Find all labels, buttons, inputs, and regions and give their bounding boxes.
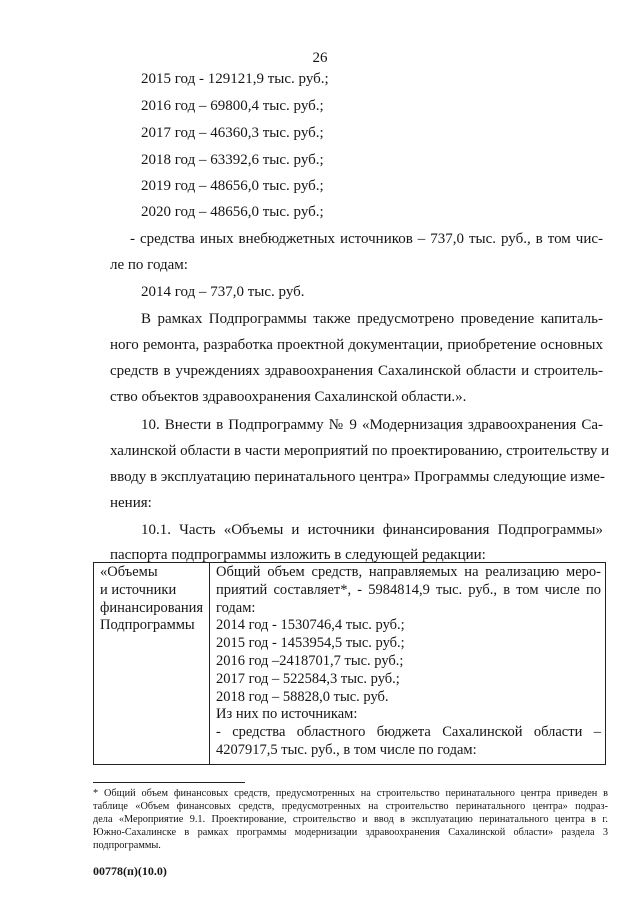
label-line: «Объемы [100, 564, 158, 580]
capital-paragraph-line: ство объектов здравоохранения Сахалинской области.». [110, 389, 467, 405]
item10-1-line: 10.1. Часть «Объемы и источники финансирования Подпрограммы» [141, 522, 603, 538]
content-line: Общий объем средств, направляемых на реализацию меро- [216, 564, 601, 580]
content-line: - средства областного бюджета Сахалинской области – [216, 724, 601, 741]
funding-year-line: 2019 год – 48656,0 тыс. руб.; [141, 178, 324, 194]
footnote-line: * Общий объем финансовых средств, предусмотренных на строительство перинатального центра приведен в [93, 788, 608, 799]
page-number: 26 [312, 50, 328, 66]
content-line: 2015 год - 1453954,5 тыс. руб.; [216, 635, 405, 652]
label-line: и источники [100, 581, 177, 598]
funding-year-line: 2018 год – 63392,6 тыс. руб.; [141, 152, 324, 168]
label-line: Подпрограммы [100, 617, 195, 634]
table-content-cell [210, 563, 606, 765]
content-line: 4207917,5 тыс. руб., в том числе по годам: [216, 741, 477, 758]
content-line: 2018 год – 58828,0 тыс. руб. [216, 688, 389, 705]
footnote-line: таблице «Объем финансовых средств, предусмотренных на строительство перинатального центра» подраз- [93, 801, 608, 812]
funding-year-line: 2020 год – 48656,0 тыс. руб.; [141, 204, 324, 220]
footnote-line: подпрограммы. [93, 840, 161, 851]
capital-paragraph-line: средств в учреждениях здравоохранения Сахалинской области и строитель- [110, 363, 603, 379]
table-label-cell [94, 563, 210, 765]
other-sources-line: ле по годам: [110, 257, 188, 273]
label-line: финансирования [100, 599, 204, 616]
content-line: 2016 год –2418701,7 тыс. руб.; [216, 652, 404, 669]
document-code: 00778(п)(10.0) [93, 864, 167, 878]
content-line: 2017 год – 522584,3 тыс. руб.; [216, 670, 400, 687]
item10-line: вводу в эксплуатацию перинатального центра» Программы следующие изме- [110, 469, 605, 485]
passport-table [93, 562, 606, 765]
content-line: Из них по источникам: [216, 706, 358, 723]
content-line: годам: [216, 599, 256, 616]
capital-paragraph-line: ного ремонта, разработка проектной документации, приобретение основных [110, 337, 603, 353]
content-line: 2014 год - 1530746,4 тыс. руб.; [216, 617, 405, 634]
item10-line: нения: [110, 495, 152, 511]
other-sources-line: - средства иных внебюджетных источников – 737,0 тыс. руб., в том чис- [130, 231, 603, 247]
funding-year-line: 2017 год – 46360,3 тыс. руб.; [141, 125, 324, 141]
content-line: приятий составляет*, - 5984814,9 тыс. руб., в том числе по [216, 581, 601, 598]
table-row [94, 563, 606, 765]
footnote-line: Южно-Сахалинске в рамках программы модернизации здравоохранения Сахалинской области» раздела 3 [93, 827, 608, 838]
funding-year-line: 2016 год – 69800,4 тыс. руб.; [141, 98, 324, 114]
footnote-line: дела «Мероприятие 9.1. Проектирование, строительство и ввод в эксплуатацию перинатального центра в г. [93, 814, 608, 825]
item10-1-line: паспорта подпрограммы изложить в следующей редакции: [110, 547, 486, 563]
item10-line: 10. Внести в Подпрограмму № 9 «Модернизация здравоохранения Са- [141, 417, 603, 433]
year-2014-line: 2014 год – 737,0 тыс. руб. [141, 284, 305, 300]
footnote-separator [93, 782, 245, 783]
item10-line: халинской области в части мероприятий по проектированию, строительству и [110, 443, 610, 459]
funding-year-line: 2015 год - 129121,9 тыс. руб.; [141, 71, 329, 87]
capital-paragraph-line: В рамках Подпрограммы также предусмотрено проведение капиталь- [141, 311, 603, 327]
